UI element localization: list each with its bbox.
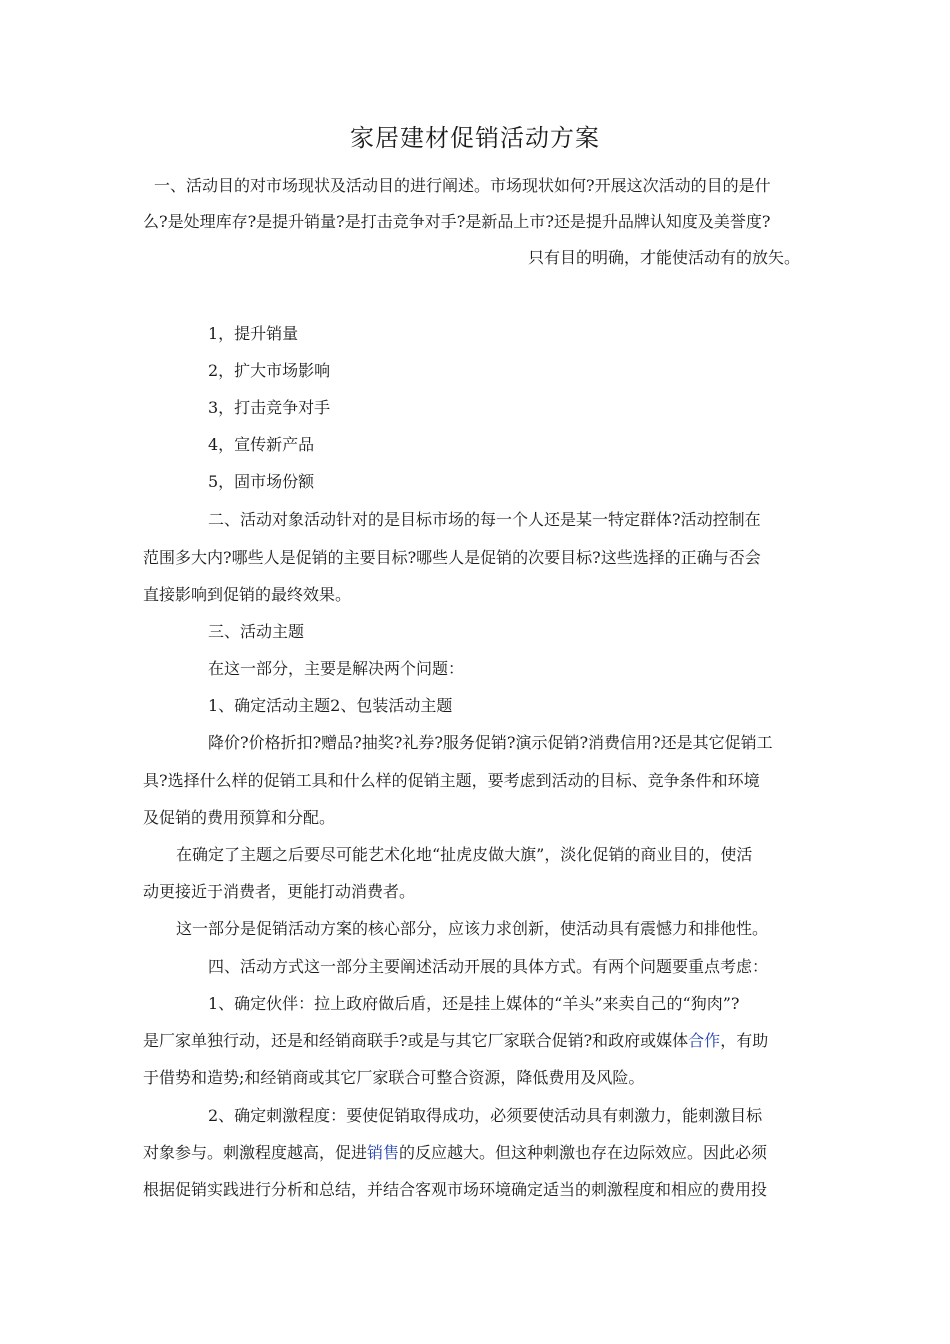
section4-p1-line-2-text-b: ，有助 <box>720 1031 769 1050</box>
section2-line-2: 范围多大内?哪些人是促销的主要目标?哪些人是促销的次要目标?这些选择的正确与否会 <box>143 548 761 567</box>
section3-p1-line-3: 及促销的费用预算和分配。 <box>143 808 336 827</box>
section3-p2-line-1: 在确定了主题之后要尽可能艺术化地“扯虎皮做大旗”，淡化促销的商业目的，使活 <box>176 845 753 864</box>
section3-intro: 在这一部分，主要是解决两个问题： <box>208 659 465 678</box>
intro-line-1: 一、活动目的对市场现状及活动目的进行阐述。市场现状如何?开展这次活动的目的是什 <box>154 176 771 195</box>
section4-p2-line-3: 根据促销实践进行分析和总结，并结合客观市场环境确定适当的刺激程度和相应的费用投 <box>143 1180 768 1199</box>
section4-p2-line-2-text-b: 的反应越大。但这种刺激也存在边际效应。因此必须 <box>399 1143 768 1162</box>
section4-p1-line-1: 1、确定伙伴：拉上政府做后盾，还是挂上媒体的“羊头”来卖自己的“狗肉”? <box>208 994 740 1013</box>
section4-p2-line-2 <box>143 1143 767 1163</box>
section3-p1-line-2: 具?选择什么样的促销工具和什么样的促销主题，要考虑到活动的目标、竞争条件和环境 <box>143 771 760 790</box>
goal-item-2: 2，扩大市场影响 <box>208 361 331 380</box>
section4-p2-line-1: 2、确定刺激程度：要使促销取得成功，必须要使活动具有刺激力，能刺激目标 <box>208 1106 763 1125</box>
cooperation-link[interactable]: 合作 <box>688 1031 721 1050</box>
intro-line-2: 么?是处理库存?是提升销量?是打击竞争对手?是新品上市?还是提升品牌认知度及美誉度? <box>143 212 771 231</box>
section4-p2-line-2-text-a: 对象参与。刺激程度越高，促进 <box>143 1143 368 1162</box>
section2-line-3: 直接影响到促销的最终效果。 <box>143 585 352 604</box>
section2-line-1: 二、活动对象活动针对的是目标市场的每一个人还是某一特定群体?活动控制在 <box>208 510 761 529</box>
section4-p1-line-2-text-a: 是厂家单独行动，还是和经销商联手?或是与其它厂家联合促销?和政府或媒体 <box>143 1031 689 1050</box>
section3-p3-line-1: 这一部分是促销活动方案的核心部分，应该力求创新，使活动具有震憾力和排他性。 <box>176 919 769 938</box>
sales-link[interactable]: 销售 <box>367 1143 400 1162</box>
goal-item-4: 4，宣传新产品 <box>208 435 315 454</box>
section4-p1-line-2 <box>143 1031 768 1051</box>
document-title: 家居建材促销活动方案 <box>350 124 600 152</box>
intro-line-3: 只有目的明确，才能使活动有的放矢。 <box>527 248 800 267</box>
goal-item-5: 5，固市场份额 <box>208 472 315 491</box>
section3-p1-line-1: 降价?价格折扣?赠品?抽奖?礼券?服务促销?演示促销?消费信用?还是其它促销工 <box>208 733 773 752</box>
goal-item-3: 3，打击竞争对手 <box>208 398 331 417</box>
section3-p2-line-2: 动更接近于消费者，更能打动消费者。 <box>143 882 416 901</box>
section3-points: 1、确定活动主题2、包装活动主题 <box>208 696 453 715</box>
section3-heading: 三、活动主题 <box>208 622 305 641</box>
section4-heading: 四、活动方式这一部分主要阐述活动开展的具体方式。有两个问题要重点考虑： <box>208 957 769 976</box>
section4-p1-line-3: 于借势和造势;和经销商或其它厂家联合可整合资源，降低费用及风险。 <box>143 1068 645 1087</box>
goal-item-1: 1，提升销量 <box>208 324 299 343</box>
